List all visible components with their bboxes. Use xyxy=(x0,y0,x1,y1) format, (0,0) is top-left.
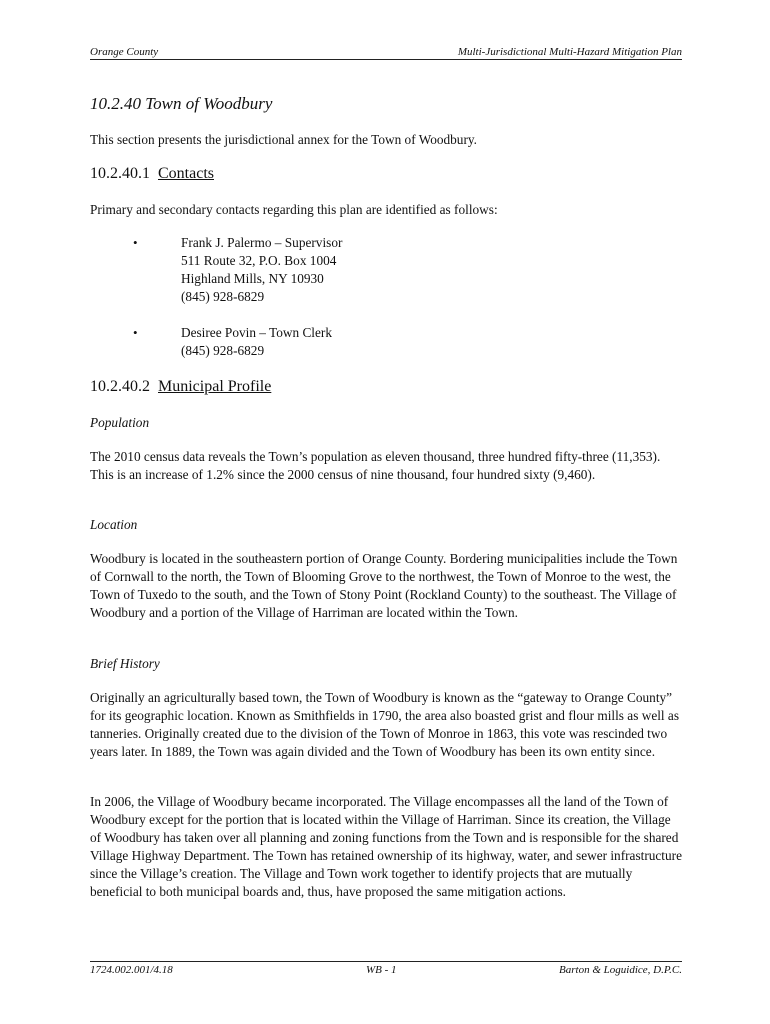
contact-line: Desiree Povin – Town Clerk xyxy=(181,325,332,340)
bullet-icon: • xyxy=(133,235,138,250)
section-title: 10.2.40 Town of Woodbury xyxy=(90,94,273,113)
page-header xyxy=(90,46,682,60)
history-text: In 2006, the Village of Woodbury became incorporated. The Village encompasses all the land of the Town of Woodbury except for the portion that is located within the Village of Harriman. Since its creation, the Village of Woodbury has taken over all planning and zoning functions from the Town and is responsible for the shared Village Highway Department. The Town has retained ownership of its highway, water, and sewer infrastructure since the Village’s creation. The Village and Town work together to identify projects that are mutually beneficial to both municipal boards and, thus, have proposed the same mitigation actions. xyxy=(90,794,682,899)
contacts-heading xyxy=(90,165,214,183)
contact-line: (845) 928-6829 xyxy=(181,289,265,304)
section-intro: This section presents the jurisdictional annex for the Town of Woodbury. xyxy=(90,132,477,147)
profile-title: Municipal Profile xyxy=(158,378,272,395)
page-number: WB - 1 xyxy=(366,964,397,976)
footer-left: 1724.002.001/4.18 xyxy=(90,964,173,976)
header-right: Multi-Jurisdictional Multi-Hazard Mitigation Plan xyxy=(457,46,682,58)
contacts-intro: Primary and secondary contacts regarding this plan are identified as follows: xyxy=(90,202,498,217)
footer-right: Barton & Loguidice, D.P.C. xyxy=(559,964,682,976)
contact-item xyxy=(181,234,342,306)
contacts-number: 10.2.40.1 xyxy=(90,165,150,182)
page-footer xyxy=(90,961,682,976)
contact-item xyxy=(181,324,332,360)
header-left: Orange County xyxy=(90,46,159,58)
contact-line: (845) 928-6829 xyxy=(181,343,265,358)
population-heading: Population xyxy=(90,415,150,430)
location-heading: Location xyxy=(90,517,138,532)
history-text: Originally an agriculturally based town, the Town of Woodbury is known as the “gateway to Orange County” for its geographic location. Known as Smithfields in 1790, the area also boasted grist and flour mills as well as tanneries. Originally created due to the division of the Town of Monroe in 1863, this vote was rescinded two years later. In 1889, the Town was again divided and the Town of Woodbury has been its own entity since. xyxy=(90,690,680,759)
bullet-icon: • xyxy=(133,325,138,340)
contact-line: Highland Mills, NY 10930 xyxy=(181,271,324,286)
profile-number: 10.2.40.2 xyxy=(90,378,150,395)
location-text: Woodbury is located in the southeastern portion of Orange County. Bordering municipalities include the Town of Cornwall to the north, the Town of Blooming Grove to the northwest, the Town of Monroe to the west, the Town of Tuxedo to the south, and the Town of Stony Point (Rockland County) to the southeast. The Village of Woodbury and a portion of the Village of Harriman are located within the Town. xyxy=(90,551,678,620)
contact-line: 511 Route 32, P.O. Box 1004 xyxy=(181,253,337,268)
contacts-title: Contacts xyxy=(158,165,214,182)
history-heading: Brief History xyxy=(90,656,160,671)
contact-line: Frank J. Palermo – Supervisor xyxy=(181,235,343,250)
population-text: The 2010 census data reveals the Town’s population as eleven thousand, three hundred fifty-three (11,353). This is an increase of 1.2% since the 2000 census of nine thousand, four hundred sixty (9,460). xyxy=(90,449,661,482)
profile-heading xyxy=(90,378,271,396)
